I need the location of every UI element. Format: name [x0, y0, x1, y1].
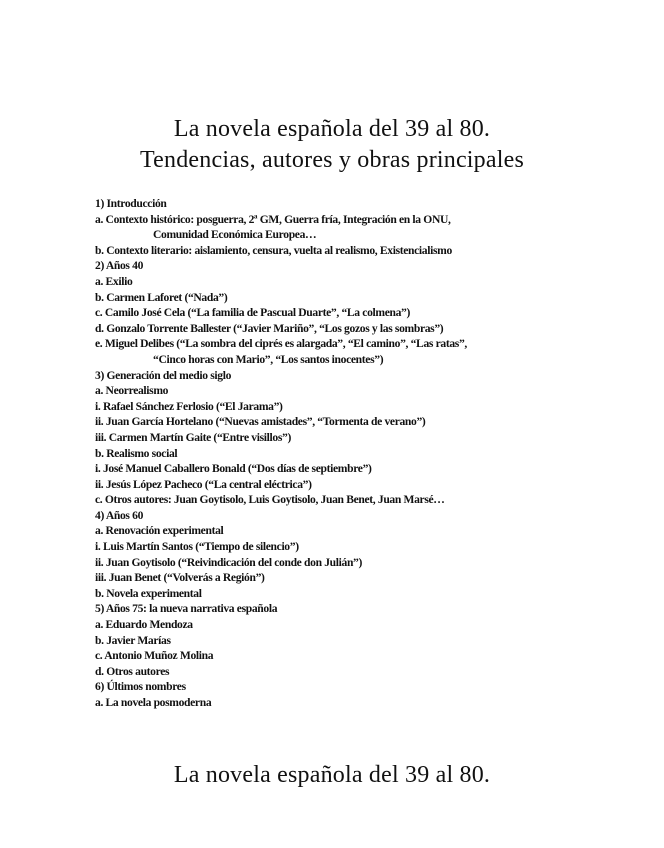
- outline-item-5b: b. Javier Marías: [95, 633, 171, 647]
- outline-item-1a: a. Contexto histórico: posguerra, 2ª GM, Guerra fría, Integración en la ONU,: [95, 212, 451, 226]
- outline-section-5: 5) Años 75: la nueva narrativa española: [95, 602, 278, 616]
- outline-section-4: 4) Años 60: [95, 508, 144, 522]
- outline-item-5a: a. Eduardo Mendoza: [95, 618, 193, 632]
- outline-item-1a-continued: Comunidad Económica Europea…: [153, 228, 317, 242]
- outline-item-2c: c. Camilo José Cela (“La familia de Pascual Duarte”, “La colmena”): [95, 306, 411, 320]
- outline-item-3a: a. Neorrealismo: [95, 384, 169, 398]
- page-title-line-2: Tendencias, autores y obras principales: [140, 147, 524, 173]
- outline-item-5c: c. Antonio Muñoz Molina: [95, 649, 214, 663]
- outline-section-2: 2) Años 40: [95, 259, 144, 273]
- outline-item-4a-iii: iii. Juan Benet (“Volverás a Región”): [95, 571, 265, 585]
- outline-item-4b: b. Novela experimental: [95, 586, 202, 600]
- outline-item-6a: a. La novela posmoderna: [95, 696, 212, 709]
- outline-section-6: 6) Últimos nombres: [95, 680, 186, 694]
- outline-item-2d: d. Gonzalo Torrente Ballester (“Javier Mariño”, “Los gozos y las sombras”): [95, 321, 444, 335]
- outline-section-3: 3) Generación del medio siglo: [95, 368, 232, 382]
- outline-item-5d: d. Otros autores: [95, 664, 170, 678]
- outline-item-4a-i: i. Luis Martín Santos (“Tiempo de silencio”): [95, 540, 299, 554]
- outline-list: [95, 196, 585, 711]
- outline-item-1b: b. Contexto literario: aislamiento, censura, vuelta al realismo, Existencialismo: [95, 243, 452, 257]
- outline-item-3a-ii: ii. Juan García Hortelano (“Nuevas amistades”, “Tormenta de verano”): [95, 415, 426, 429]
- outline-item-3b-ii: ii. Jesús López Pacheco (“La central eléctrica”): [95, 477, 312, 491]
- outline-item-4a-ii: ii. Juan Goytisolo (“Reivindicación del conde don Julián”): [95, 555, 363, 569]
- outline-item-2e: e. Miguel Delibes (“La sombra del ciprés es alargada”, “El camino”, “Las ratas”,: [95, 337, 467, 351]
- outline-item-2a: a. Exilio: [95, 274, 133, 288]
- outline-item-2e-continued: “Cinco horas con Mario”, “Los santos inocentes”): [153, 352, 384, 366]
- outline-item-4a: a. Renovación experimental: [95, 524, 224, 538]
- outline-item-3a-i: i. Rafael Sánchez Ferlosio (“El Jarama”): [95, 399, 283, 413]
- page-title-line-1: La novela española del 39 al 80.: [173, 116, 491, 142]
- outline-item-2b: b. Carmen Laforet (“Nada”): [95, 290, 228, 304]
- outline-item-3b-i: i. José Manuel Caballero Bonald (“Dos días de septiembre”): [95, 462, 372, 476]
- next-page-title: La novela española del 39 al 80.: [173, 762, 491, 788]
- outline-item-3b: b. Realismo social: [95, 446, 178, 460]
- outline-item-3a-iii: iii. Carmen Martín Gaite (“Entre visillos”): [95, 430, 291, 444]
- outline-item-3c: c. Otros autores: Juan Goytisolo, Luis Goytisolo, Juan Benet, Juan Marsé…: [95, 493, 445, 507]
- outline-section-1: 1) Introducción: [95, 197, 167, 210]
